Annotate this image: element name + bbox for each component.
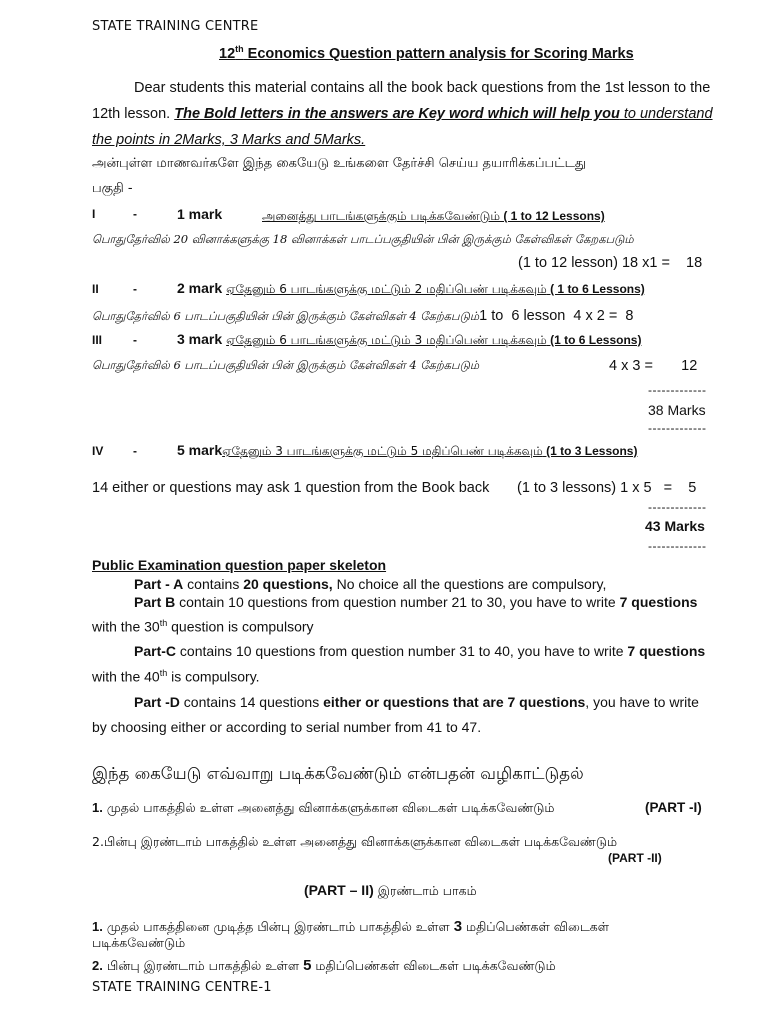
guide-item-2-part: (PART -II) — [608, 851, 662, 865]
divider-dashes: ------------- — [648, 383, 707, 397]
skeleton-part-d-2: by choosing either or according to serial number from 41 to 47. — [92, 719, 482, 735]
section-2-sub: பொதுதேர்வில் 6 பாடப்பகுதியின் பின் இருக்கும் கேள்விகள் 4 கேற்கபடும்1 to 6 lesson 4 x 2 = 8 — [92, 308, 634, 324]
section-2-number: II — [92, 282, 99, 296]
divider-dashes: ------------- — [648, 421, 707, 435]
skeleton-part-d: Part -D contains 14 questions either or questions that are 7 questions, you have to write — [134, 694, 699, 710]
section-3-desc: 3 mark ஏதேனும் 6 பாடங்களுக்கு மட்டும் 3 மதிப்பெண் படிக்கவும் (1 to 6 Lessons) — [177, 331, 642, 347]
divider-dashes: ------------- — [648, 500, 707, 514]
either-or-calc: (1 to 3 lessons) 1 x 5 = 5 — [517, 480, 697, 496]
total-marks: 43 Marks — [645, 518, 705, 534]
part-2-item-2: 2. பின்பு இரண்டாம் பாகத்தில் உள்ள 5 மதிப்பெண்கள் விடைகள் படிக்கவேண்டும் — [92, 957, 556, 974]
intro-line-2: 12th lesson. The Bold letters in the answers are Key word which will help you to understand — [92, 106, 713, 122]
divider-dashes: ------------- — [648, 539, 707, 553]
intro-tamil-1: அன்புள்ள மாணவர்களே இந்த கையேடு உங்களை தேர்ச்சி செய்ய தயாரிக்கப்பட்டது — [92, 156, 587, 171]
intro-tamil-2: பகுதி - — [92, 181, 133, 196]
either-or-line: 14 either or questions may ask 1 question from the Book back — [92, 480, 490, 496]
subtotal-marks: 38 Marks — [648, 402, 706, 418]
section-1-calc: (1 to 12 lesson) 18 x1 = 18 — [518, 255, 703, 271]
guide-item-1: 1. முதல் பாகத்தில் உள்ள அனைத்து வினாக்களுக்கான விடைகள் படிக்கவேண்டும் — [92, 800, 555, 815]
section-1-dash: - — [133, 207, 137, 221]
skeleton-part-b: Part B contain 10 questions from question number 21 to 30, you have to write 7 questions — [134, 594, 698, 610]
intro-line-1: Dear students this material contains all the book back questions from the 1st lesson to the — [134, 80, 711, 96]
section-3-sub: பொதுதேர்வில் 6 பாடப்பகுதியின் பின் இருக்கும் கேள்விகள் 4 கேற்கபடும் — [92, 358, 480, 372]
part-2-item-1-cont: படிக்கவேண்டும் — [92, 935, 186, 950]
section-2-desc: 2 mark ஏதேனும் 6 பாடங்களுக்கு மட்டும் 2 மதிப்பெண் படிக்கவும் ( 1 to 6 Lessons) — [177, 280, 645, 296]
skeleton-heading: Public Examination question paper skeleton — [92, 557, 387, 573]
skeleton-part-c-2: with the 40th is compulsory. — [92, 668, 260, 685]
section-1-desc: அனைத்து பாடங்களுக்கும் படிக்கவேண்டும் ( 1 to 12 Lessons) — [262, 209, 605, 223]
guide-item-2: 2.பின்பு இரண்டாம் பாகத்தில் உள்ள அனைத்து வினாக்களுக்கான விடைகள் படிக்கவேண்டும் — [92, 834, 618, 849]
section-3-calc: 4 x 3 = 12 — [609, 358, 698, 374]
section-3-dash: - — [133, 333, 137, 347]
section-4-dash: - — [133, 444, 137, 458]
skeleton-part-b-2: with the 30th question is compulsory — [92, 618, 314, 635]
section-3-number: III — [92, 333, 103, 347]
section-4-number: IV — [92, 444, 104, 458]
skeleton-part-c: Part-C contains 10 questions from question number 31 to 40, you have to write 7 questions — [134, 643, 706, 659]
section-2-dash: - — [133, 282, 137, 296]
section-1-number: I — [92, 207, 96, 221]
part-2-item-1: 1. முதல் பாகத்தினை முடித்த பின்பு இரண்டாம் பாகத்தில் உள்ள 3 மதிப்பெண்கள் விடைகள் — [92, 918, 610, 935]
page-footer: STATE TRAINING CENTRE-1 — [92, 980, 272, 995]
section-4-desc: 5 markஏதேனும் 3 பாடங்களுக்கு மட்டும் 5 மதிப்பெண் படிக்கவும் (1 to 3 Lessons) — [177, 442, 638, 458]
section-1-mark: 1 mark — [177, 206, 223, 222]
part-2-heading: (PART – II) இரண்டாம் பாகம் — [304, 882, 477, 898]
page-header: STATE TRAINING CENTRE — [92, 19, 259, 34]
document-title: 12th Economics Question pattern analysis for Scoring Marks — [219, 44, 634, 62]
guide-heading: இந்த கையேடு எவ்வாறு படிக்கவேண்டும் என்பதன் வழிகாட்டுதல் — [92, 764, 584, 783]
intro-line-3: the points in 2Marks, 3 Marks and 5Marks. — [92, 132, 366, 148]
section-1-sub: பொதுதேர்வில் 20 வினாக்களுக்கு 18 வினாக்கள் பாடப்பகுதியின் பின் இருக்கும் கேள்விகள் கேறகபடும் — [92, 232, 634, 246]
guide-item-1-part: (PART -I) — [645, 800, 702, 815]
skeleton-part-a: Part - A contains 20 questions, No choice all the questions are compulsory, — [134, 576, 607, 592]
